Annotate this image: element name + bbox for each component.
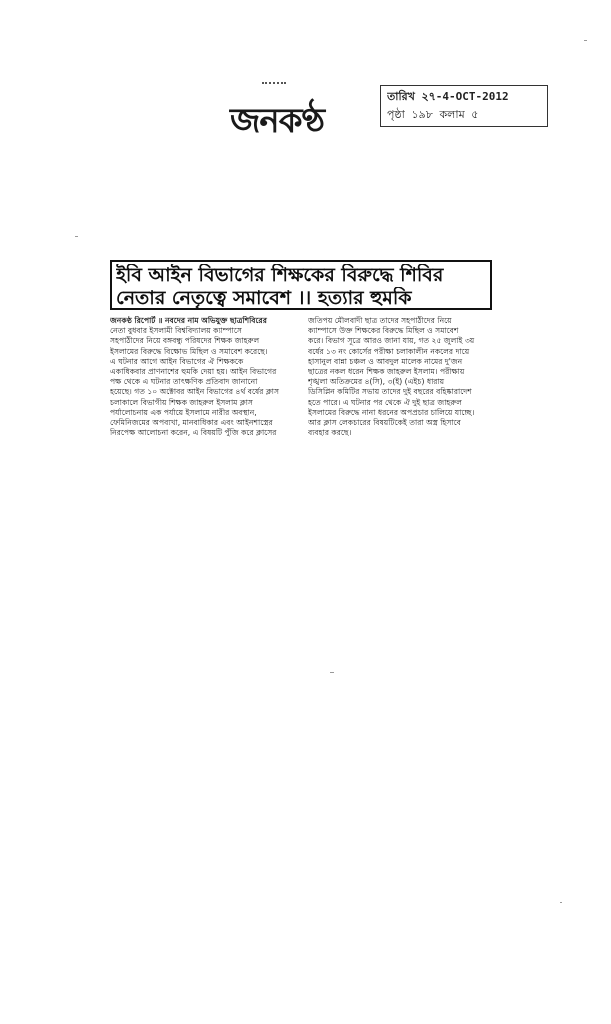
body-line: করে। বিভাগ সূত্রে আরও জানা যায়, গত ২৫ জুলাই ৩য় bbox=[308, 336, 475, 346]
body-line: জনকণ্ঠ রিপোর্ট ॥ নবদের নাম অভিযুক্ত ছাত্রশিবিরের bbox=[110, 316, 267, 325]
body-line: ছাত্রের নকল ধরেন শিক্ষক জাহরুল ইসলাম। পরীক্ষায় bbox=[308, 367, 465, 377]
newspaper-masthead: জনকণ্ঠ bbox=[230, 101, 325, 141]
body-line: ডিসিপ্লিন কমিটির সভায় তাদের দুই বছরের বহিষ্কারাদেশ bbox=[308, 387, 472, 397]
scan-speck bbox=[560, 902, 562, 903]
body-line: নিরপেক্ষ আলোচনা করেন, এ বিষয়টি পুঁজি করে ক্লাসের bbox=[110, 428, 277, 438]
article-column-1 bbox=[110, 316, 294, 438]
body-line: এ ঘটনার আগে আইন বিভাগের ঐ শিক্ষককে bbox=[110, 356, 244, 366]
article-body bbox=[110, 316, 492, 438]
article-column-2 bbox=[308, 316, 492, 438]
scan-speck bbox=[330, 672, 334, 673]
stamp-page-line: পৃষ্ঠা ১৯৮ কলাম ৫ bbox=[387, 108, 479, 121]
body-line: শৃঙ্খলা অতিক্রমের ৪(সি), ৩(ই) (এইচ) ধারায় bbox=[308, 377, 445, 387]
headline-line-1: ইবি আইন বিভাগের শিক্ষকের বিরুদ্ধে শিবির bbox=[116, 264, 444, 286]
body-line: নেতা বুধবার ইসলামী বিশ্ববিদ্যালয় ক্যাম্পাসে bbox=[110, 326, 242, 336]
headline bbox=[110, 260, 492, 310]
body-line: হাসানুল বান্না চঞ্চল ও আবদুল মালেক নামের দু'জন bbox=[308, 356, 463, 366]
scan-speck bbox=[75, 236, 78, 237]
body-line: আর ক্লাস লেকচারের বিষয়টিকেই তারা অস্ত্র হিসাবে bbox=[308, 418, 461, 428]
body-line: ইসলামের বিরুদ্ধে নানা ধরনের অপপ্রচার চালিয়ে যাচ্ছে। bbox=[308, 407, 475, 417]
body-line: জতিপয় মৌলবাদী ছাত্র তাদের সহপাঠীদের নিয়ে bbox=[308, 316, 452, 325]
body-line: পর্যালোচনায় এক পর্যায়ে ইসলামে নারীর অবস্থান, bbox=[110, 407, 257, 417]
body-line: ফেমিনিজমের অপব্যখা, মানবাধিকার এবং আইনশাস্ত্রের bbox=[110, 418, 273, 428]
body-line: সহপাঠীদের নিয়ে বঙ্গবন্ধু পরিষদের শিক্ষক জাহরুল bbox=[110, 336, 260, 346]
body-line: একাধিকবার প্রাণনাশের হুমকি দেয়া হয়। আইন বিভাগের bbox=[110, 367, 277, 377]
masthead-ornament bbox=[262, 82, 286, 87]
body-line: হতে পারে। এ ঘটনার পর থেকে ঐ দুই ছাত্র জাহরুল bbox=[308, 397, 462, 407]
scan-speck bbox=[584, 40, 587, 41]
archive-stamp bbox=[380, 85, 548, 127]
body-line: ইসলামের বিরুদ্ধে বিক্ষোভ মিছিল ও সমাবেশ করেছে। bbox=[110, 346, 268, 356]
news-clipping bbox=[110, 260, 492, 438]
stamp-date-line: তারিখ ২৭-4-OCT-2012 bbox=[387, 90, 509, 103]
headline-line-2: নেতার নেতৃত্বে সমাবেশ ।। হত্যার হুমকি bbox=[116, 287, 412, 309]
body-line: ক্যাম্পাসে উক্ত শিক্ষকের বিরুদ্ধে মিছিল ও সমাবেশ bbox=[308, 326, 459, 336]
body-line: ব্যবহার করছে। bbox=[308, 428, 352, 438]
body-line: পক্ষ থেকে এ ঘটনার তাৎক্ষণিক প্রতিবাদ জানানো bbox=[110, 377, 258, 387]
body-line: হয়েছে। গত ১০ অক্টোবর আইন বিভাগের ৪র্থ বর্ষের ক্লাস bbox=[110, 387, 280, 397]
body-line: বর্ষের ১৩ নং কোর্সের পরীক্ষা চলাকালীন নকলের দায়ে bbox=[308, 346, 470, 356]
body-line: চলাকালে বিভাগীয় শিক্ষক জাহরুল ইসলাম ক্লাস bbox=[110, 397, 253, 407]
